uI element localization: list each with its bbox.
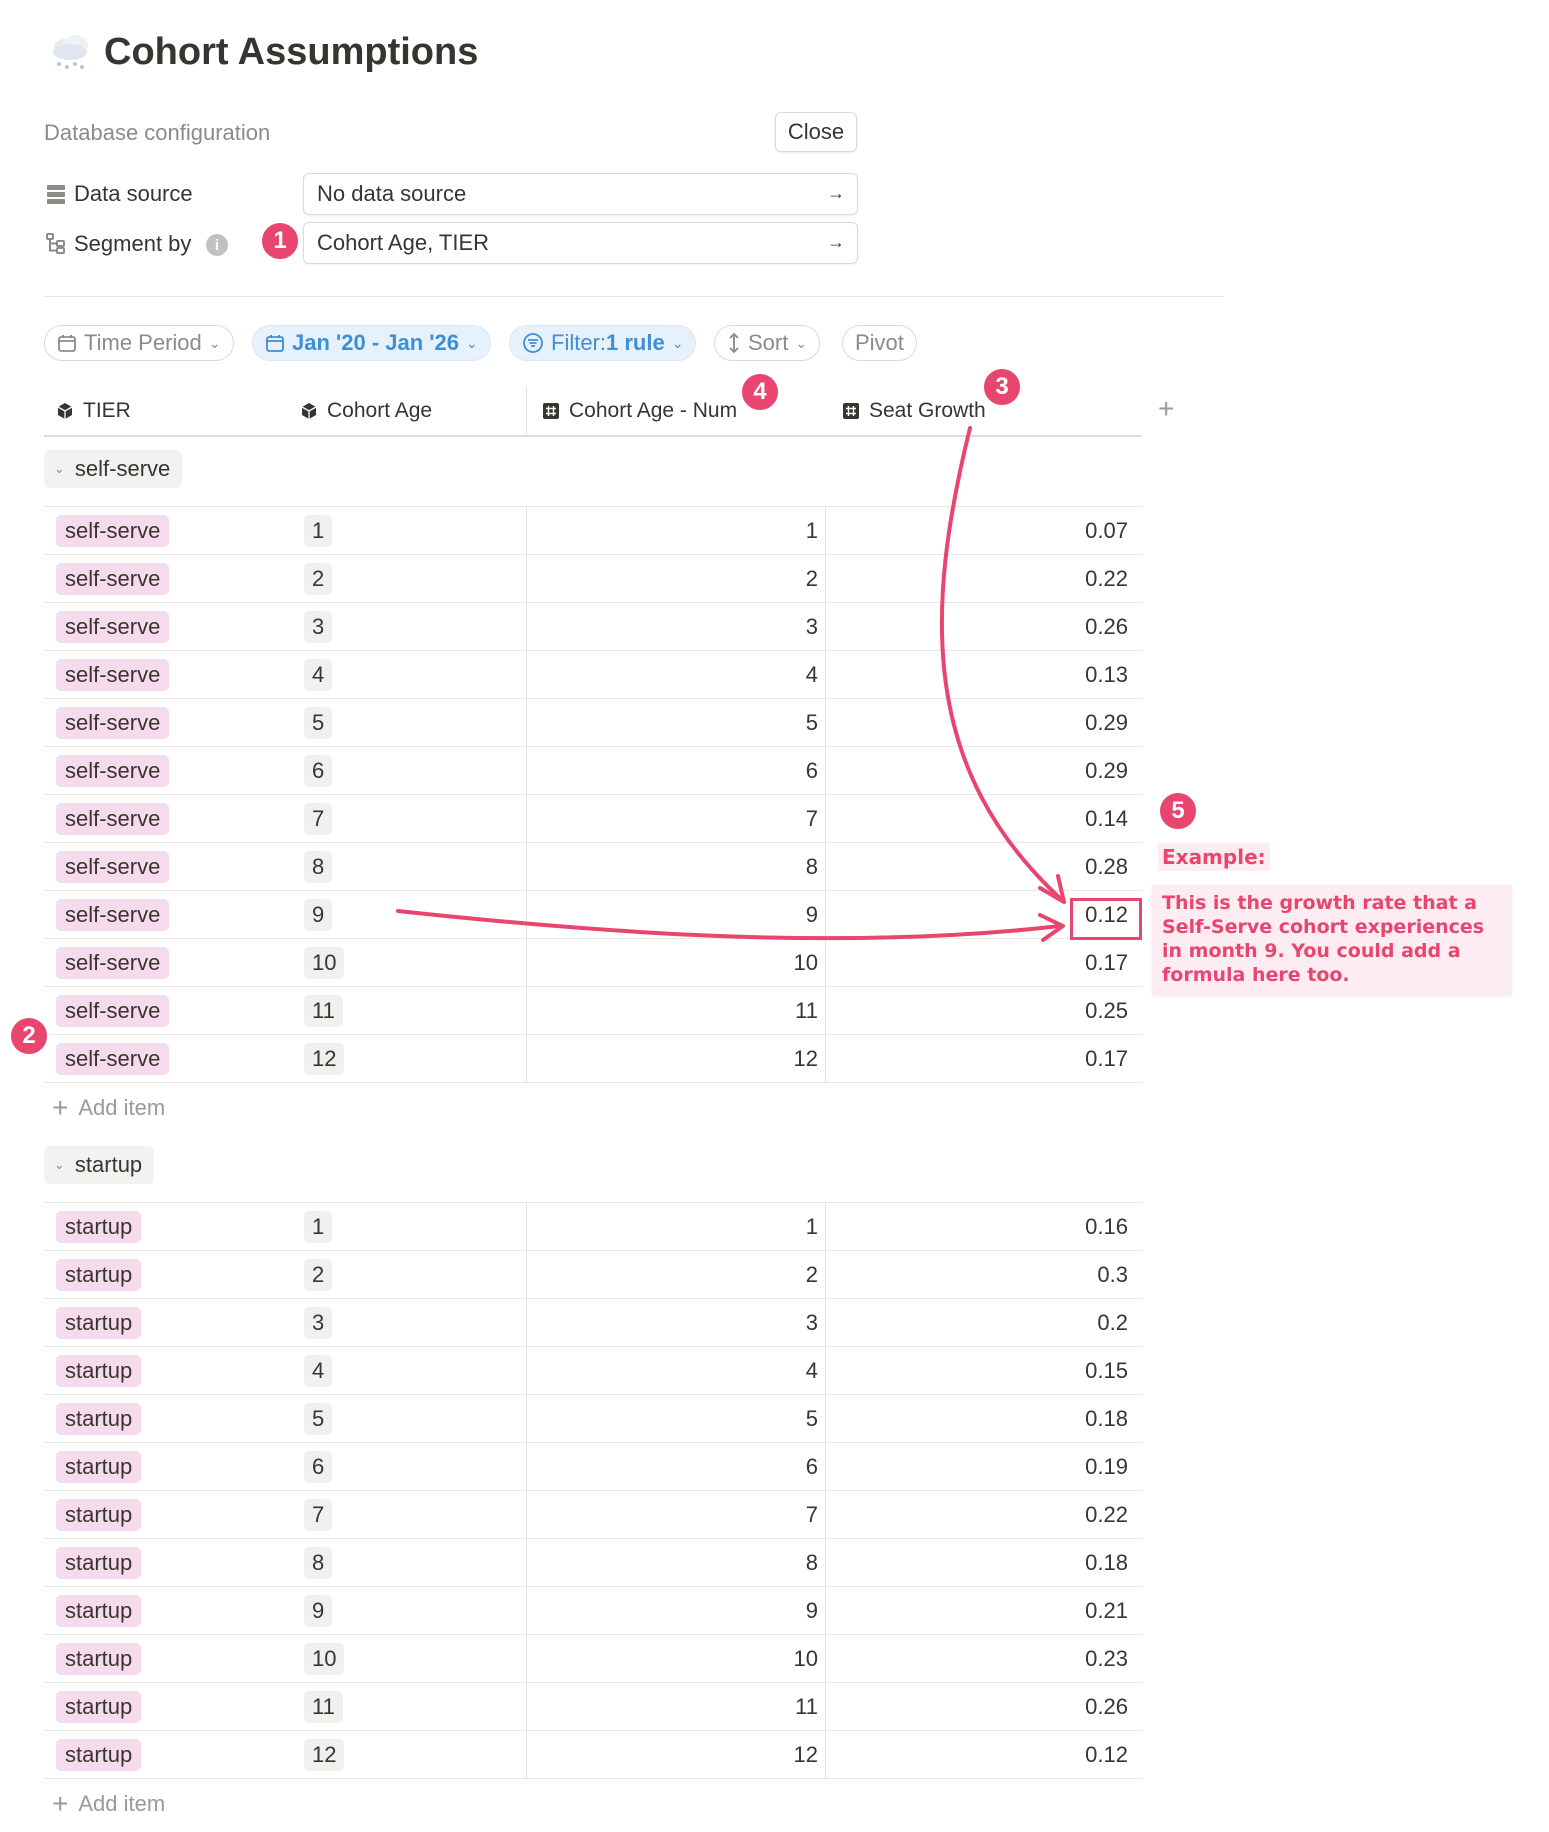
cohort-age-cell[interactable]: 5: [304, 707, 332, 739]
cohort-age-num-cell[interactable]: 11: [795, 1694, 818, 1719]
tier-tag[interactable]: startup: [56, 1355, 141, 1387]
add-item-button[interactable]: [52, 1788, 166, 1819]
tier-tag[interactable]: self-serve: [56, 755, 169, 787]
tier-tag[interactable]: self-serve: [56, 515, 169, 547]
sort-label: Sort: [748, 330, 789, 355]
seat-growth-cell[interactable]: 0.07: [1085, 518, 1128, 543]
cohort-age-cell[interactable]: 11: [304, 995, 343, 1027]
table-row[interactable]: [44, 1034, 1142, 1083]
calendar-icon: [265, 333, 285, 353]
annotation-badge-4: 4: [739, 371, 781, 413]
add-item-label: Add item: [78, 1095, 166, 1120]
seat-growth-cell[interactable]: 0.29: [1085, 710, 1128, 735]
seat-growth-cell[interactable]: 0.16: [1085, 1214, 1128, 1239]
cohort-age-cell[interactable]: 2: [304, 563, 332, 595]
chevron-down-icon[interactable]: ⌄: [54, 461, 65, 476]
cohort-age-cell[interactable]: 11: [304, 1691, 343, 1723]
data-source-label: Data source: [74, 181, 193, 206]
tier-tag[interactable]: startup: [56, 1691, 141, 1723]
seat-growth-cell[interactable]: 0.17: [1085, 950, 1128, 975]
database-configuration-label: Database configuration: [44, 120, 271, 145]
seat-growth-cell[interactable]: 0.13: [1085, 662, 1128, 687]
seat-growth-cell[interactable]: 0.18: [1085, 1406, 1128, 1431]
table-row[interactable]: [44, 746, 1142, 794]
chevron-down-icon: ⌄: [795, 334, 808, 351]
tier-tag[interactable]: startup: [56, 1739, 141, 1771]
sort-arrows-icon: [727, 332, 741, 354]
database-icon: [45, 183, 67, 205]
number-grid-icon: [842, 402, 860, 420]
tier-tag[interactable]: self-serve: [56, 611, 169, 643]
cohort-age-num-cell[interactable]: 7: [805, 1502, 818, 1527]
date-range-label: Jan '20 - Jan '26: [292, 330, 459, 355]
cohort-age-cell[interactable]: 6: [304, 1451, 332, 1483]
cohort-age-num-cell[interactable]: 9: [805, 902, 818, 927]
plus-icon: +: [52, 1092, 69, 1123]
tier-tag[interactable]: self-serve: [56, 659, 169, 691]
column-header-cohort-age[interactable]: [300, 396, 432, 426]
cohort-age-num-cell[interactable]: 10: [793, 1646, 818, 1671]
cohort-age-cell[interactable]: 12: [304, 1043, 344, 1075]
table-row[interactable]: [44, 554, 1142, 602]
chevron-down-icon: ⌄: [671, 334, 684, 351]
column-header-seat-growth[interactable]: [842, 396, 986, 426]
cohort-age-num-cell[interactable]: 7: [805, 806, 818, 831]
seat-growth-cell[interactable]: 0.2: [1097, 1310, 1128, 1335]
cube-icon: [56, 402, 74, 420]
cohort-age-cell[interactable]: 10: [304, 1643, 344, 1675]
annotation-badge-2: 2: [8, 1015, 50, 1057]
filter-chip[interactable]: [509, 325, 696, 361]
group-name: startup: [74, 1152, 143, 1177]
cohort-age-num-cell[interactable]: 5: [805, 1406, 818, 1431]
segment-by-value: Cohort Age, TIER: [317, 230, 490, 255]
arrow-right-icon: →: [827, 232, 845, 252]
cohort-age-num-cell[interactable]: 6: [805, 1454, 818, 1479]
cohort-age-num-cell[interactable]: 2: [805, 566, 818, 591]
cohort-age-num-cell[interactable]: 12: [793, 1046, 818, 1071]
seat-growth-cell[interactable]: 0.18: [1085, 1550, 1128, 1575]
tier-tag[interactable]: self-serve: [56, 707, 169, 739]
seat-growth-cell[interactable]: 0.17: [1085, 1046, 1128, 1071]
seat-growth-cell[interactable]: 0.23: [1085, 1646, 1128, 1671]
tier-tag[interactable]: startup: [56, 1307, 141, 1339]
table-row[interactable]: [44, 650, 1142, 698]
time-period-chip[interactable]: [44, 325, 234, 361]
chevron-down-icon[interactable]: ⌄: [54, 1157, 65, 1172]
seat-growth-cell[interactable]: 0.14: [1085, 806, 1128, 831]
cohort-age-num-cell[interactable]: 6: [805, 758, 818, 783]
table-row[interactable]: [44, 1250, 1142, 1298]
chevron-down-icon: ⌄: [208, 334, 221, 351]
cohort-age-num-cell[interactable]: 1: [805, 1214, 818, 1239]
seat-growth-cell[interactable]: 0.28: [1085, 854, 1128, 879]
tier-tag[interactable]: self-serve: [56, 1043, 169, 1075]
seat-growth-cell[interactable]: 0.3: [1097, 1262, 1128, 1287]
highlight-box: [1070, 898, 1142, 940]
cohort-age-cell[interactable]: 3: [304, 611, 332, 643]
cohort-age-cell[interactable]: 9: [304, 899, 332, 931]
add-item-label: Add item: [78, 1791, 166, 1816]
seat-growth-cell[interactable]: 0.19: [1085, 1454, 1128, 1479]
date-range-chip[interactable]: [252, 325, 491, 361]
cohort-age-cell[interactable]: 7: [304, 1499, 332, 1531]
seat-growth-cell[interactable]: 0.21: [1085, 1598, 1128, 1623]
sort-chip[interactable]: [714, 325, 820, 361]
column-header-cohort-age-num-label: Cohort Age - Num: [569, 399, 738, 422]
table-row[interactable]: [44, 842, 1142, 890]
tier-tag[interactable]: self-serve: [56, 803, 169, 835]
cube-icon: [300, 402, 318, 420]
tier-tag[interactable]: startup: [56, 1259, 141, 1291]
cohort-age-cell[interactable]: 4: [304, 1355, 332, 1387]
add-column-button[interactable]: +: [1158, 393, 1175, 424]
tier-tag[interactable]: startup: [56, 1547, 141, 1579]
seat-growth-cell[interactable]: 0.25: [1085, 998, 1128, 1023]
seat-growth-cell[interactable]: 0.26: [1085, 614, 1128, 639]
add-item-button[interactable]: [52, 1092, 166, 1123]
seat-growth-cell[interactable]: 0.26: [1085, 1694, 1128, 1719]
table-row[interactable]: [44, 938, 1142, 986]
tier-tag[interactable]: startup: [56, 1403, 141, 1435]
data-source-value: No data source: [317, 181, 467, 206]
tier-tag[interactable]: self-serve: [56, 947, 169, 979]
tier-tag[interactable]: startup: [56, 1595, 141, 1627]
cohort-age-cell[interactable]: 8: [304, 1547, 332, 1579]
example-label: Example:: [1158, 843, 1270, 871]
table-row[interactable]: [44, 1346, 1142, 1394]
cohort-age-cell[interactable]: 9: [304, 1595, 332, 1627]
table-row[interactable]: [44, 1682, 1142, 1730]
cohort-age-num-cell[interactable]: 8: [805, 1550, 818, 1575]
table-row[interactable]: [44, 698, 1142, 746]
cohort-age-num-cell[interactable]: 3: [805, 1310, 818, 1335]
data-source-field[interactable]: [303, 173, 858, 215]
filter-icon: [522, 332, 544, 354]
cohort-age-cell[interactable]: 7: [304, 803, 332, 835]
cohort-age-num-cell[interactable]: 2: [805, 1262, 818, 1287]
chevron-down-icon: ⌄: [466, 334, 478, 351]
filter-prefix: Filter:: [551, 330, 606, 355]
pivot-chip[interactable]: [842, 325, 917, 361]
hierarchy-icon: [45, 232, 67, 254]
table-row[interactable]: [44, 1538, 1142, 1586]
column-header-seat-growth-label: Seat Growth: [869, 399, 986, 422]
table-row[interactable]: [44, 1634, 1142, 1682]
column-separator: [526, 386, 527, 436]
cohort-age-num-cell[interactable]: 10: [793, 950, 818, 975]
cohort-age-cell[interactable]: 4: [304, 659, 332, 691]
cohort-age-num-cell[interactable]: 11: [795, 998, 818, 1023]
table-row[interactable]: [44, 1298, 1142, 1346]
seat-growth-cell[interactable]: 0.22: [1085, 566, 1128, 591]
page-title: Cohort Assumptions: [104, 31, 479, 73]
cohort-age-cell[interactable]: 12: [304, 1739, 344, 1771]
cohort-age-cell[interactable]: 2: [304, 1259, 332, 1291]
plus-icon: +: [52, 1788, 69, 1819]
cohort-age-cell[interactable]: 1: [304, 515, 332, 547]
number-grid-icon: [542, 402, 560, 420]
tier-tag[interactable]: startup: [56, 1499, 141, 1531]
column-header-tier[interactable]: [56, 396, 131, 426]
seat-growth-cell[interactable]: 0.22: [1085, 1502, 1128, 1527]
pivot-label: Pivot: [855, 330, 904, 355]
tier-tag[interactable]: self-serve: [56, 995, 169, 1027]
cohort-age-num-cell[interactable]: 5: [805, 710, 818, 735]
cohort-age-cell[interactable]: 5: [304, 1403, 332, 1435]
cohort-age-cell[interactable]: 6: [304, 755, 332, 787]
cohort-age-num-cell[interactable]: 8: [805, 854, 818, 879]
cohort-age-cell[interactable]: 10: [304, 947, 344, 979]
tier-tag[interactable]: self-serve: [56, 899, 169, 931]
calendar-icon: [57, 333, 77, 353]
table-row[interactable]: [44, 986, 1142, 1034]
cohort-age-cell[interactable]: 1: [304, 1211, 332, 1243]
annotation-badge-1: 1: [259, 220, 301, 262]
table-row[interactable]: [44, 1202, 1142, 1250]
close-button[interactable]: Close: [775, 112, 857, 152]
annotation-badge-3: 3: [981, 366, 1023, 408]
cohort-age-num-cell[interactable]: 12: [793, 1742, 818, 1767]
column-header-tier-label: TIER: [83, 399, 131, 422]
table-row[interactable]: [44, 1730, 1142, 1779]
seat-growth-cell[interactable]: 0.12: [1085, 902, 1128, 927]
group-header[interactable]: [44, 1146, 154, 1184]
cohort-age-num-cell[interactable]: 1: [805, 518, 818, 543]
table-header-divider: [44, 435, 1142, 437]
table-row[interactable]: [44, 794, 1142, 842]
arrow-right-icon: →: [827, 183, 845, 203]
section-divider: [44, 296, 1224, 297]
group-name: self-serve: [74, 456, 171, 481]
table-row[interactable]: [44, 890, 1142, 938]
tier-tag[interactable]: startup: [56, 1451, 141, 1483]
table-row[interactable]: [44, 1442, 1142, 1490]
segment-by-field[interactable]: [303, 222, 858, 264]
tier-tag[interactable]: self-serve: [56, 851, 169, 883]
cohort-age-num-cell[interactable]: 4: [805, 1358, 818, 1383]
table-row[interactable]: [44, 602, 1142, 650]
seat-growth-cell[interactable]: 0.12: [1085, 1742, 1128, 1767]
table-row[interactable]: [44, 1490, 1142, 1538]
time-period-label: Time Period: [84, 330, 202, 355]
tier-tag[interactable]: self-serve: [56, 563, 169, 595]
cohort-age-num-cell[interactable]: 9: [805, 1598, 818, 1623]
column-header-cohort-age-num[interactable]: [542, 396, 737, 426]
filter-rule-count: 1 rule: [606, 330, 665, 355]
tier-tag[interactable]: startup: [56, 1643, 141, 1675]
segment-by-label: Segment by: [74, 231, 192, 256]
info-icon[interactable]: i: [206, 234, 228, 256]
group-header[interactable]: [44, 450, 182, 488]
cohort-age-cell[interactable]: 8: [304, 851, 332, 883]
column-header-cohort-age-label: Cohort Age: [327, 399, 433, 422]
table-row[interactable]: [44, 1394, 1142, 1442]
seat-growth-cell[interactable]: 0.29: [1085, 758, 1128, 783]
cohort-age-num-cell[interactable]: 3: [805, 614, 818, 639]
example-callout: This is the growth rate that a Self-Serve cohort experiences in month 9. You could add a formula here too.: [1152, 885, 1512, 995]
annotation-badge-5: 5: [1157, 790, 1199, 832]
seat-growth-cell[interactable]: 0.15: [1085, 1358, 1128, 1383]
cohort-age-cell[interactable]: 3: [304, 1307, 332, 1339]
table-row[interactable]: [44, 1586, 1142, 1634]
tier-tag[interactable]: startup: [56, 1211, 141, 1243]
snow-cloud-icon: [47, 28, 93, 74]
table-row[interactable]: [44, 506, 1142, 554]
cohort-age-num-cell[interactable]: 4: [805, 662, 818, 687]
